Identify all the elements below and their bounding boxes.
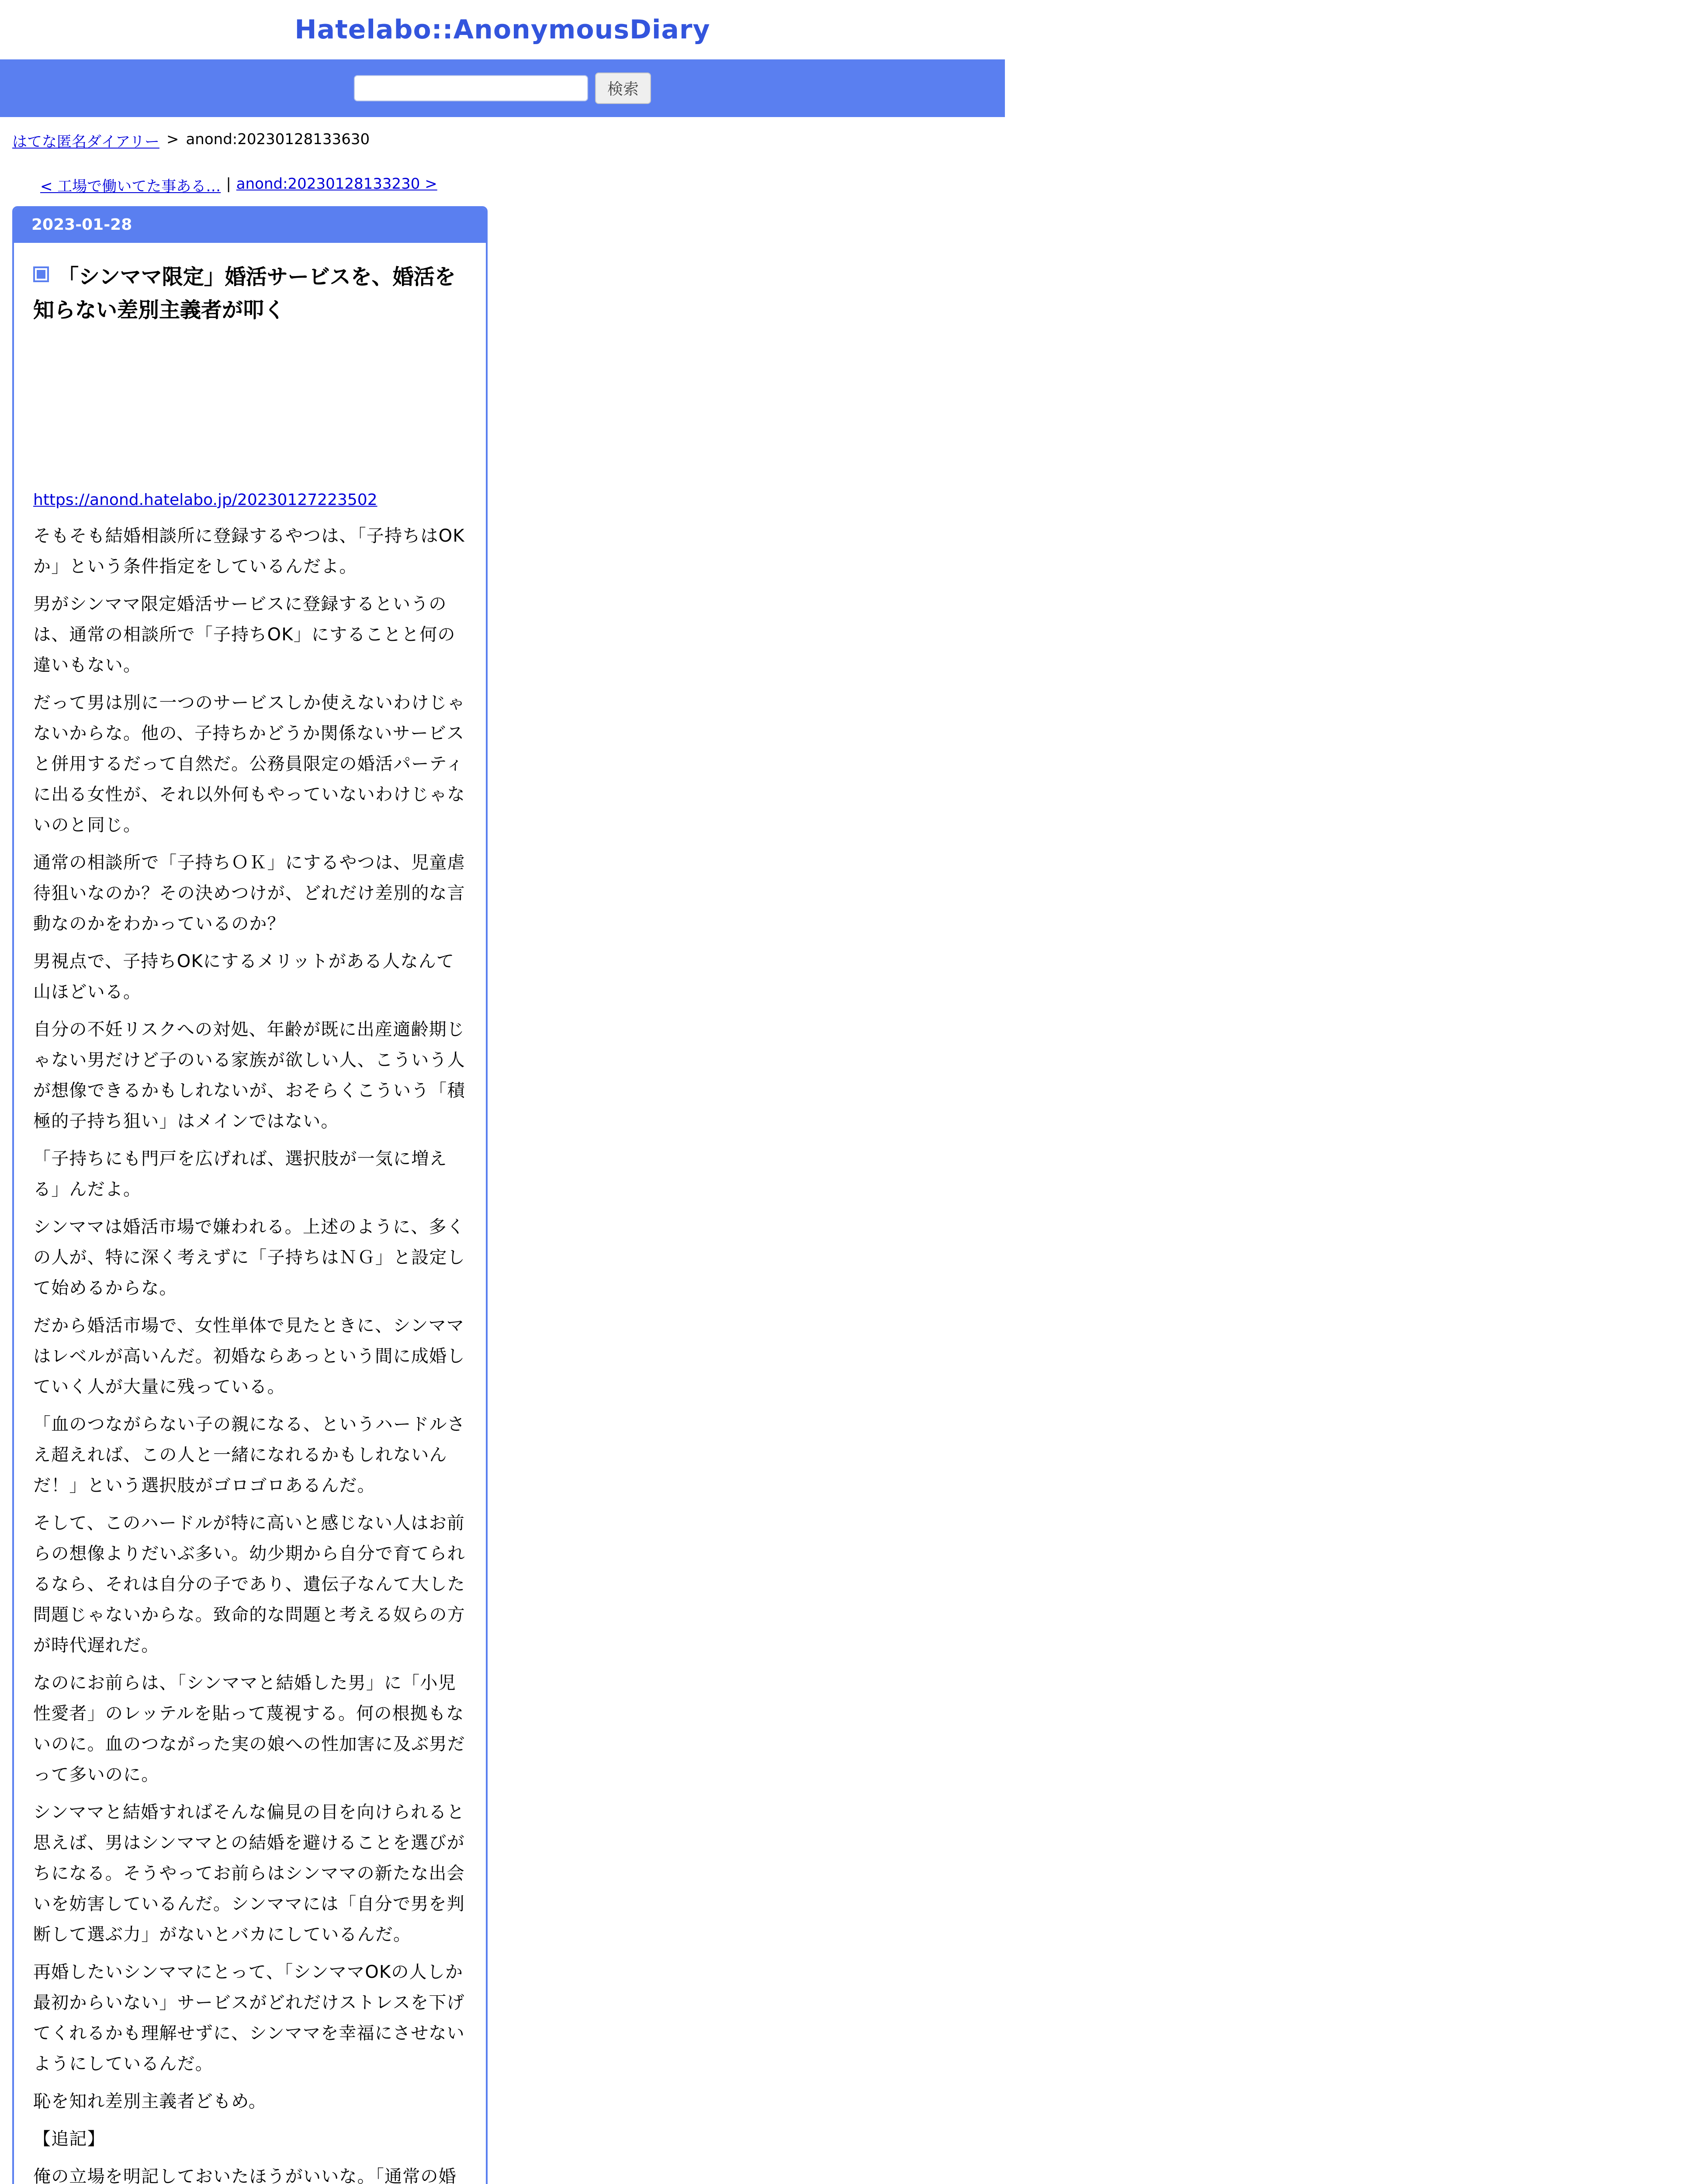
referenced-entry-link[interactable]: https://anond.hatelabo.jp/20230127223502 (33, 491, 377, 509)
entry-pager (0, 162, 1005, 206)
entry-paragraph: だって男は別に一つのサービスしか使えないわけじゃないからな。他の、子持ちかどうか関係ないサービスと併用するだって自然だ。公務員限定の婚活パーティに出る女性が、それ以外何もやっていないわけじゃないのと同じ。 (33, 692, 465, 835)
entry-paragraph: 男視点で、子持ちOKにするメリットがある人なんて山ほどいる。 (33, 950, 455, 1002)
entry-text (33, 521, 468, 2184)
entry-paragraph: そして、このハードルが特に高いと感じない人はお前らの想像よりだいぶ多い。幼少期から自分で育てられるなら、それは自分の子であり、遺伝子なんて大した問題じゃないからな。致命的な問題と考える奴らの方が時代遅れだ。 (33, 1512, 465, 1655)
entry-title (33, 260, 468, 327)
entry-paragraph: 自分の不妊リスクへの対処、年齢が既に出産適齢期じゃない男だけど子のいる家族が欲しい人、こういう人が想像できるかもしれないが、おそらくこういう「積極的子持ち狙い」はメインではない。 (33, 1019, 465, 1131)
embed-area (33, 327, 468, 489)
entry-paragraph: 恥を知れ差別主義者どもめ。 (33, 2091, 267, 2111)
search-bar (0, 59, 1005, 117)
site-logo[interactable]: Hatelabo::AnonymousDiary (294, 14, 710, 45)
next-entry-link[interactable]: anond:20230128133230 > (236, 176, 437, 193)
entry-title-text: 「シンママ限定」婚活サービスを、婚活を知らない差別主義者が叩く (33, 265, 456, 322)
search-input[interactable] (354, 75, 588, 101)
breadcrumb (0, 117, 1005, 162)
entry-paragraph: 「血のつながらない子の親になる、というハードルさえ超えれば、この人と一緒になれるかもしれないんだ！」という選択肢がゴロゴロあるんだ。 (33, 1413, 465, 1496)
entry-paragraph: 再婚したいシンママにとって、「シンママOKの人しか最初からいない」サービスがどれだけストレスを下げてくれるかも理解せずに、シンママを幸福にさせないようにしているんだ。 (33, 1961, 465, 2074)
entry-paragraph: 通常の相談所で「子持ちＯＫ」にするやつは、児童虐待狙いなのか？その決めつけが、どれだけ差別的な言動なのかをわかっているのか？ (33, 852, 465, 934)
title-square-icon[interactable] (33, 266, 49, 282)
entry-paragraph: なのにお前らは、「シンママと結婚した男」に「小児性愛者」のレッテルを貼って蔑視する。何の根拠もないのに。血のつながった実の娘への性加害に及ぶ男だって多いのに。 (33, 1672, 465, 1785)
entry-paragraph: シンママと結婚すればそんな偏見の目を向けられると思えば、男はシンママとの結婚を避けることを選びがちになる。そうやってお前らはシンママの新たな出会いを妨害しているんだ。シンママには「自分で男を判断して選ぶ力」がないとバカにしているんだ。 (33, 1801, 465, 1945)
prev-entry-link[interactable]: < 工場で働いてた事ある… (40, 178, 221, 195)
entry-date: 2023-01-28 (14, 208, 486, 243)
entry-paragraph: 【追記】 (33, 2128, 105, 2149)
site-header (0, 0, 1005, 59)
entry-paragraph: 俺の立場を明記しておいたほうがいいな。「通常の婚 (33, 2166, 457, 2184)
entry-paragraph: そもそも結婚相談所に登録するやつは、「子持ちはOKか」という条件指定をしているんだよ。 (33, 525, 465, 577)
entry-body (14, 243, 486, 2184)
entry-paragraph: 「子持ちにも門戸を広げれば、選択肢が一気に増える」んだよ。 (33, 1148, 447, 1199)
diary-entry (12, 206, 488, 2184)
breadcrumb-current: anond:20230128133630 (186, 131, 370, 149)
entry-paragraph: 男がシンママ限定婚活サービスに登録するというのは、通常の相談所で「子持ちOK」にすることと何の違いもない。 (33, 593, 456, 675)
search-button[interactable]: 検索 (595, 73, 651, 104)
breadcrumb-separator: > (166, 131, 179, 149)
entry-paragraph: シンママは婚活市場で嫌われる。上述のように、多くの人が、特に深く考えずに「子持ちはＮＧ」と設定して始めるからな。 (33, 1216, 465, 1298)
pager-separator: | (226, 176, 231, 193)
breadcrumb-home-link[interactable]: はてな匿名ダイアリー (12, 133, 159, 151)
entry-paragraph: だから婚活市場で、女性単体で見たときに、シンママはレベルが高いんだ。初婚ならあっという間に成婚していく人が大量に残っている。 (33, 1315, 465, 1397)
